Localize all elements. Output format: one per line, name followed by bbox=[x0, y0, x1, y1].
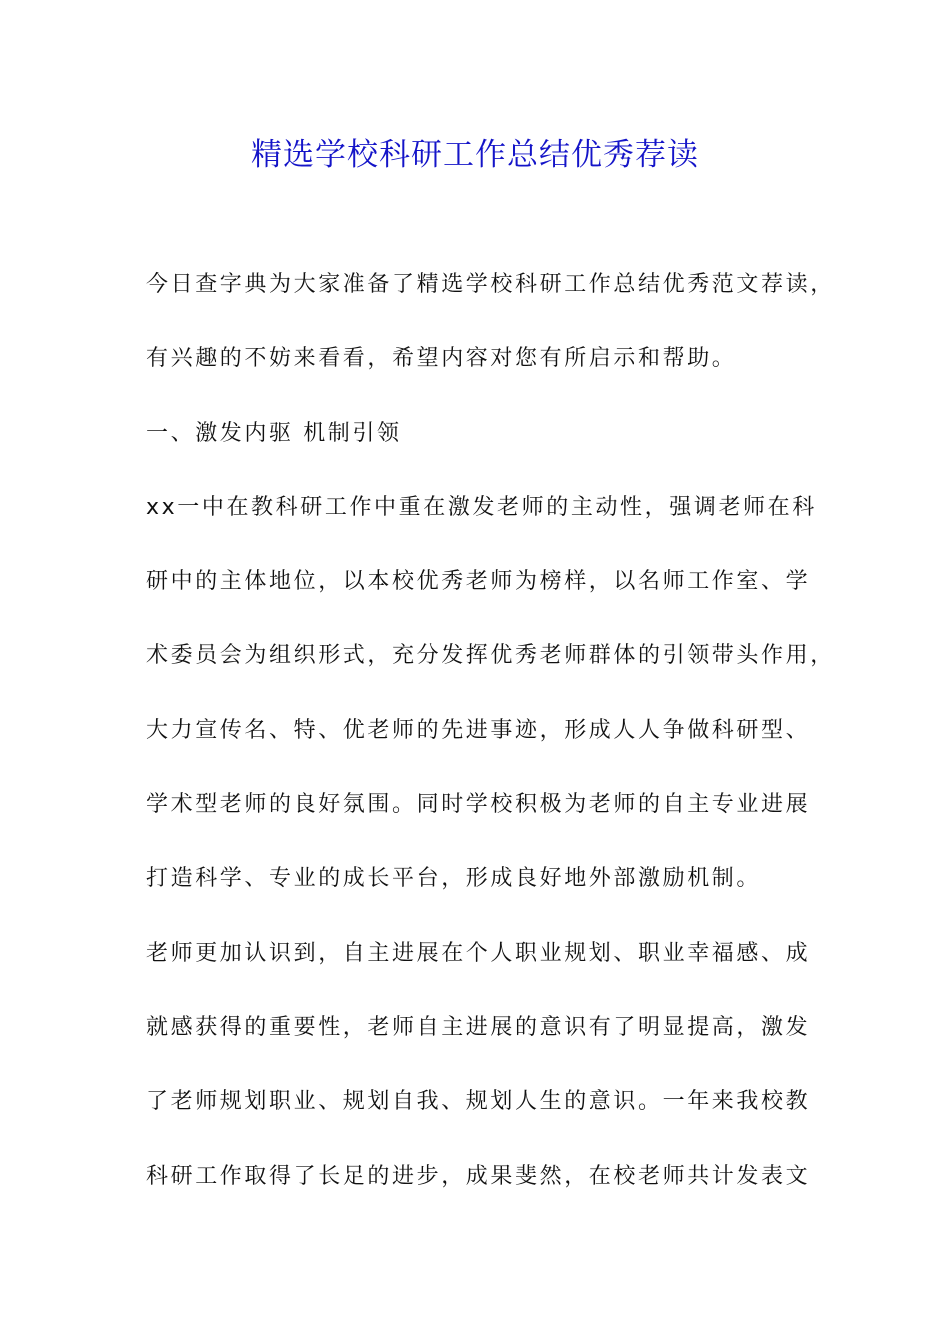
paragraph-line: 打造科学、专业的成长平台，形成良好地外部激励机制。 bbox=[146, 866, 762, 892]
paragraph-line: 大力宣传名、特、优老师的先进事迹，形成人人争做科研型、 bbox=[146, 717, 811, 743]
paragraph-line: 今日查字典为大家准备了精选学校科研工作总结优秀范文荐读， bbox=[146, 272, 835, 297]
paragraph-line: 有兴趣的不妨来看看，希望内容对您有所启示和帮助。 bbox=[146, 346, 737, 372]
paragraph-line: 就感获得的重要性，老师自主进展的意识有了明显提高，激发 bbox=[146, 1014, 811, 1040]
document-title: 精选学校科研工作总结优秀荐读 bbox=[251, 137, 699, 173]
paragraph-line: 术委员会为组织形式，充分发挥优秀老师群体的引领带头作用， bbox=[146, 643, 835, 669]
paragraph-line: 老师更加认识到，自主进展在个人职业规划、职业幸福感、成 bbox=[146, 940, 811, 966]
paragraph-line: xx一中在教科研工作中重在激发老师的主动性，强调老师在科 bbox=[146, 494, 817, 520]
paragraph-line: 科研工作取得了长足的进步，成果斐然，在校老师共计发表文 bbox=[146, 1163, 811, 1189]
paragraph-line: 了老师规划职业、规划自我、规划人生的意识。一年来我校教 bbox=[146, 1089, 811, 1115]
paragraph-line: 学术型老师的良好氛围。同时学校积极为老师的自主专业进展 bbox=[146, 792, 811, 818]
paragraph-line: 研中的主体地位，以本校优秀老师为榜样，以名师工作室、学 bbox=[146, 569, 811, 595]
section-heading: 一、激发内驱 机制引领 bbox=[146, 420, 402, 446]
document-body bbox=[146, 267, 835, 1233]
